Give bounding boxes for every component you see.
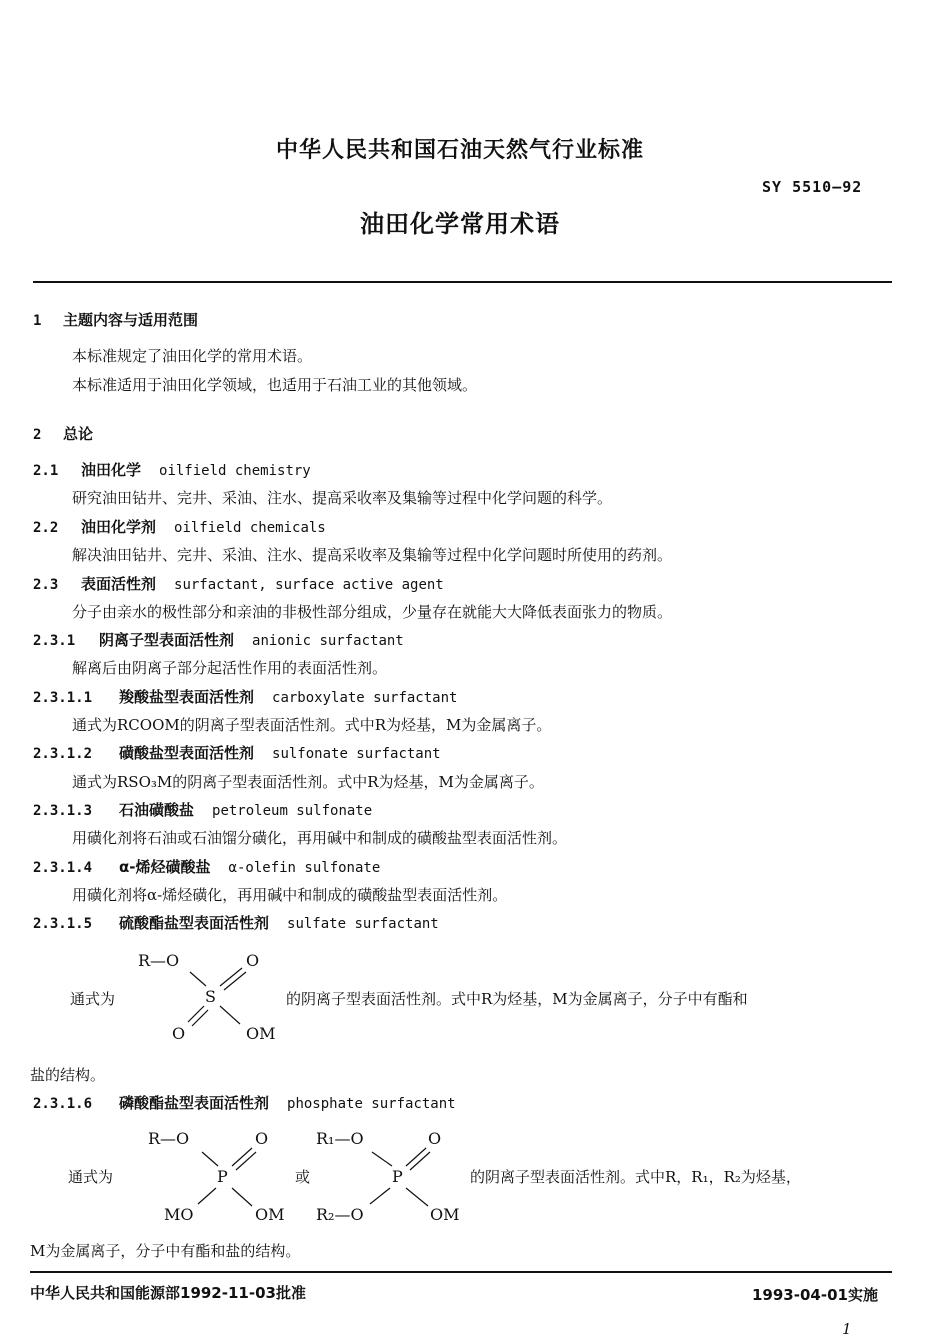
term-definition: 用磺化剂将α-烯烃磺化，再用碱中和制成的磺酸盐型表面活性剂。 [72, 886, 508, 904]
term-cn: 石油磺酸盐 [119, 801, 195, 819]
term-number: 2.3.1.5 [33, 916, 93, 932]
section-1-heading [33, 309, 198, 330]
term-heading [33, 799, 372, 820]
formula-o-top: O [428, 1129, 442, 1148]
term-cn: 磷酸酯盐型表面活性剂 [119, 1094, 270, 1112]
phosphate-continuation: M为金属离子，分子中有酯和盐的结构。 [30, 1242, 301, 1260]
formula-o-top: O [246, 951, 260, 970]
term-heading [33, 742, 441, 763]
term-number: 2.3.1.1 [33, 690, 93, 706]
term-number: 2.1 [33, 463, 59, 479]
s1-para-1: 本标准规定了油田化学的常用术语。 [72, 347, 313, 365]
section-number: 1 [33, 313, 42, 329]
phosphate-formula-2 [310, 1124, 470, 1230]
term-cn: 羧酸盐型表面活性剂 [119, 688, 255, 706]
term-en: sulfonate surfactant [272, 746, 441, 762]
formula-r2o: R₂—O [316, 1205, 364, 1224]
term-definition: 通式为RSO₃M的阴离子型表面活性剂。式中R为烃基，M为金属离子。 [72, 773, 544, 791]
s1-para-2: 本标准适用于油田化学领域，也适用于石油工业的其他领域。 [72, 376, 478, 394]
term-number: 2.3.1 [33, 633, 76, 649]
term-definition: 解离后由阴离子部分起活性作用的表面活性剂。 [72, 659, 388, 677]
formula-om: OM [246, 1024, 276, 1043]
term-en: phosphate surfactant [287, 1096, 456, 1112]
formula-o-top: O [255, 1129, 269, 1148]
formula-o-bottom: O [172, 1024, 186, 1043]
term-en: sulfate surfactant [287, 916, 439, 932]
formula-om: OM [255, 1205, 285, 1224]
formula-om: OM [430, 1205, 460, 1224]
term-cn: α-烯烃磺酸盐 [119, 858, 211, 876]
phosphate-formula-1 [140, 1124, 300, 1230]
section-2-heading [33, 423, 93, 444]
formula-p: P [217, 1167, 228, 1186]
sulfate-structural-formula [130, 944, 290, 1050]
term-cn: 表面活性剂 [81, 575, 157, 593]
formula-mo: MO [164, 1205, 194, 1224]
section-title: 总论 [63, 425, 94, 443]
page-number: 1 [842, 1320, 852, 1338]
term-cn: 油田化学剂 [81, 518, 157, 536]
term-en: petroleum sulfonate [212, 803, 373, 819]
term-heading [33, 459, 311, 480]
sulfate-suffix: 的阴离子型表面活性剂。式中R为烃基，M为金属离子，分子中有酯和 [286, 990, 748, 1008]
formula-s: S [205, 987, 216, 1006]
header-rule [33, 281, 892, 283]
approval-note: 中华人民共和国能源部1992-11-03批准 [30, 1284, 306, 1302]
term-number: 2.3 [33, 577, 59, 593]
formula-r1o: R₁—O [316, 1129, 364, 1148]
section-number: 2 [33, 427, 42, 443]
term-en: carboxylate surfactant [272, 690, 458, 706]
term-heading [33, 573, 444, 594]
term-number: 2.3.1.2 [33, 746, 93, 762]
term-cn: 油田化学 [81, 461, 142, 479]
term-en: surfactant, surface active agent [174, 577, 444, 593]
term-heading [33, 629, 404, 650]
term-cn: 磺酸盐型表面活性剂 [119, 744, 255, 762]
term-en: α-olefin sulfonate [228, 860, 381, 876]
term-cn: 硫酸酯盐型表面活性剂 [119, 914, 270, 932]
term-definition: 分子由亲水的极性部分和亲油的非极性部分组成，少量存在就能大大降低表面张力的物质。 [72, 603, 673, 621]
term-definition: 解决油田钻井、完井、采油、注水、提高采收率及集输等过程中化学问题时所使用的药剂。 [72, 546, 673, 564]
formula-ro: R—O [138, 951, 180, 970]
term-number: 2.3.1.3 [33, 803, 93, 819]
implementation-date: 1993-04-01实施 [752, 1286, 878, 1304]
term-en: oilfield chemistry [159, 463, 311, 479]
sulfate-continuation: 盐的结构。 [30, 1066, 106, 1084]
term-heading [33, 686, 457, 707]
phosphate-suffix: 的阴离子型表面活性剂。式中R，R₁，R₂为烃基， [470, 1168, 801, 1186]
phosphate-or: 或 [295, 1168, 311, 1186]
term-number: 2.3.1.4 [33, 860, 93, 876]
term-number: 2.3.1.6 [33, 1096, 93, 1112]
doc-title: 油田化学常用术语 [360, 210, 560, 238]
term-number: 2.2 [33, 520, 59, 536]
phosphate-prefix: 通式为 [68, 1168, 114, 1186]
term-definition: 研究油田钻井、完井、采油、注水、提高采收率及集输等过程中化学问题的科学。 [72, 489, 613, 507]
formula-p: P [392, 1167, 403, 1186]
term-en: anionic surfactant [252, 633, 404, 649]
term-definition: 用磺化剂将石油或石油馏分磺化，再用碱中和制成的磺酸盐型表面活性剂。 [72, 829, 568, 847]
term-definition: 通式为RCOOM的阴离子型表面活性剂。式中R为烃基，M为金属离子。 [72, 716, 552, 734]
term-heading [33, 912, 439, 933]
term-heading [33, 516, 326, 537]
formula-bonds [188, 968, 246, 1026]
term-en: oilfield chemicals [174, 520, 326, 536]
section-title: 主题内容与适用范围 [63, 311, 199, 329]
term-heading [33, 1092, 456, 1113]
term-cn: 阴离子型表面活性剂 [99, 631, 235, 649]
org-title: 中华人民共和国石油天然气行业标准 [275, 138, 644, 163]
standard-code: SY 5510—92 [762, 178, 863, 196]
sulfate-prefix: 通式为 [70, 990, 116, 1008]
footer-rule [30, 1271, 892, 1273]
term-heading [33, 856, 380, 877]
formula-ro: R—O [148, 1129, 190, 1148]
